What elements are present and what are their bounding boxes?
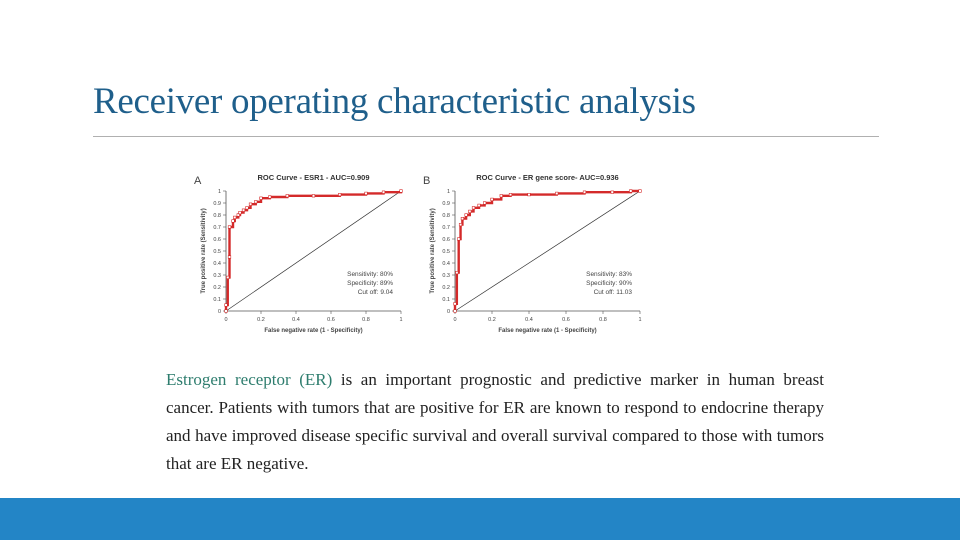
panel-b-roc-point [528, 193, 531, 196]
panel-b-x-axis-label: False negative rate (1 - Specificity) [498, 328, 597, 334]
panel-a-y-tick-label: 0.2 [213, 285, 221, 291]
panel-a-x-tick-label: 0 [224, 317, 228, 323]
panel-a-y-tick-label: 0.6 [213, 237, 221, 243]
panel-b-y-tick-label: 0.9 [442, 201, 450, 207]
panel-a-roc-point [246, 207, 249, 210]
panel-b-roc-point [465, 214, 468, 217]
panel-a-annotation: Cut off: 9.04 [357, 289, 393, 296]
panel-b-roc-point [509, 193, 512, 196]
roc-figure [190, 160, 670, 340]
panel-b-x-tick-label: 0.8 [599, 317, 607, 323]
term-estrogen-receptor: Estrogen receptor (ER) [166, 370, 333, 389]
panel-a-x-axis-label: False negative rate (1 - Specificity) [264, 328, 363, 334]
panel-a-roc-point [312, 195, 315, 198]
panel-b-roc-point [583, 191, 586, 194]
panel-a-y-tick-label: 0.9 [213, 201, 221, 207]
panel-b-roc-point [639, 190, 642, 193]
panel-b-roc-point [454, 303, 457, 306]
panel-b-roc-point [469, 210, 472, 213]
panel-a-roc-point [382, 191, 385, 194]
panel-a-roc-point [226, 276, 229, 279]
panel-b-roc-point [472, 207, 475, 210]
panel-a-x-tick-label: 0.8 [362, 317, 370, 323]
panel-b-annotation: Cut off: 11.03 [593, 289, 632, 296]
panel-a-y-tick-label: 1 [217, 189, 221, 195]
panel-a-y-tick-label: 0.5 [213, 249, 221, 255]
panel-a-x-tick-label: 0.2 [257, 317, 265, 323]
panel-b-x-tick-label: 0.2 [488, 317, 496, 323]
panel-b-y-tick-label: 0.8 [442, 213, 450, 219]
panel-a-x-tick-label: 0.4 [292, 317, 300, 323]
panel-b-roc-point [629, 190, 632, 193]
panel-b-roc-point [456, 271, 459, 274]
panel-a-roc-point [286, 195, 289, 198]
panel-b-roc-point [461, 217, 464, 220]
panel-b-x-tick-label: 1 [638, 317, 642, 323]
panel-a-roc-point [254, 201, 257, 204]
panel-a-y-tick-label: 0.4 [213, 261, 221, 267]
panel-a-y-tick-label: 0.1 [213, 297, 221, 303]
panel-a-annotation: Sensitivity: 80% [347, 271, 393, 278]
panel-b-roc-point [491, 198, 494, 201]
panel-a-y-tick-label: 0 [217, 309, 221, 315]
panel-b-y-axis-label: True positive rate (Sensitivity) [430, 208, 436, 294]
body-paragraph-text: is an important prognostic and predictive marker in human breast cancer. Patients with tumors that are positive for ER are known to respond to endocrine therapy and have improved disease specific survival and overall survival compared to those with tumors that are ER negative. [166, 370, 824, 473]
panel-a-letter: A [194, 175, 202, 187]
roc-charts-svg [190, 160, 670, 340]
panel-b-roc-point [478, 204, 481, 207]
footer-bar [0, 498, 960, 540]
panel-b-roc-point [483, 202, 486, 205]
panel-a-roc-point [239, 211, 242, 214]
panel-b-y-tick-label: 0.2 [442, 285, 450, 291]
panel-a-roc-point [228, 256, 231, 259]
panel-b-y-tick-label: 0.1 [442, 297, 450, 303]
panel-a-roc-point [400, 190, 403, 193]
panel-b-y-tick-label: 0.3 [442, 273, 450, 279]
panel-a-roc-point [338, 193, 341, 196]
panel-a-x-tick-label: 0.6 [327, 317, 335, 323]
panel-b-roc-point [555, 192, 558, 195]
panel-b-x-tick-label: 0 [453, 317, 457, 323]
panel-a-roc-point [225, 310, 228, 313]
title-divider [93, 136, 879, 137]
panel-a-roc-point [233, 216, 236, 219]
body-paragraph [166, 366, 824, 478]
panel-b-roc-point [459, 223, 462, 226]
panel-b-y-tick-label: 0 [446, 309, 450, 315]
panel-a-chart-title: ROC Curve - ESR1 - AUC=0.909 [257, 173, 370, 182]
panel-b-x-tick-label: 0.6 [562, 317, 570, 323]
panel-b-annotation: Sensitivity: 83% [586, 271, 632, 278]
panel-a-y-tick-label: 0.7 [213, 225, 221, 231]
panel-b-roc-point [454, 310, 457, 313]
panel-b-y-tick-label: 0.5 [442, 249, 450, 255]
panel-a-roc-point [225, 304, 228, 307]
panel-a-roc-point [228, 226, 231, 229]
panel-b-chart-title: ROC Curve - ER gene score- AUC=0.936 [476, 173, 619, 182]
panel-a-roc-point [242, 209, 245, 212]
panel-b-annotation: Specificity: 90% [586, 280, 632, 287]
panel-a-y-tick-label: 0.8 [213, 213, 221, 219]
panel-a-roc-point [365, 192, 368, 195]
panel-b-y-tick-label: 0.7 [442, 225, 450, 231]
panel-b-y-tick-label: 0.6 [442, 237, 450, 243]
panel-a-y-tick-label: 0.3 [213, 273, 221, 279]
panel-a-annotation: Specificity: 89% [347, 280, 393, 287]
panel-a-roc-point [232, 220, 235, 223]
panel-a-x-tick-label: 1 [399, 317, 403, 323]
panel-b-y-tick-label: 1 [446, 189, 450, 195]
slide-title: Receiver operating characteristic analysis [93, 81, 696, 122]
panel-b-x-tick-label: 0.4 [525, 317, 533, 323]
panel-a-roc-point [260, 197, 263, 200]
panel-a-roc-point [249, 203, 252, 206]
panel-b-y-tick-label: 0.4 [442, 261, 450, 267]
panel-b-roc-point [457, 238, 460, 241]
panel-a-y-axis-label: True positive rate (Sensitivity) [201, 208, 207, 294]
panel-b-roc-point [611, 191, 614, 194]
panel-b-letter: B [423, 175, 431, 187]
panel-a-roc-point [268, 196, 271, 199]
panel-b-roc-point [500, 195, 503, 198]
